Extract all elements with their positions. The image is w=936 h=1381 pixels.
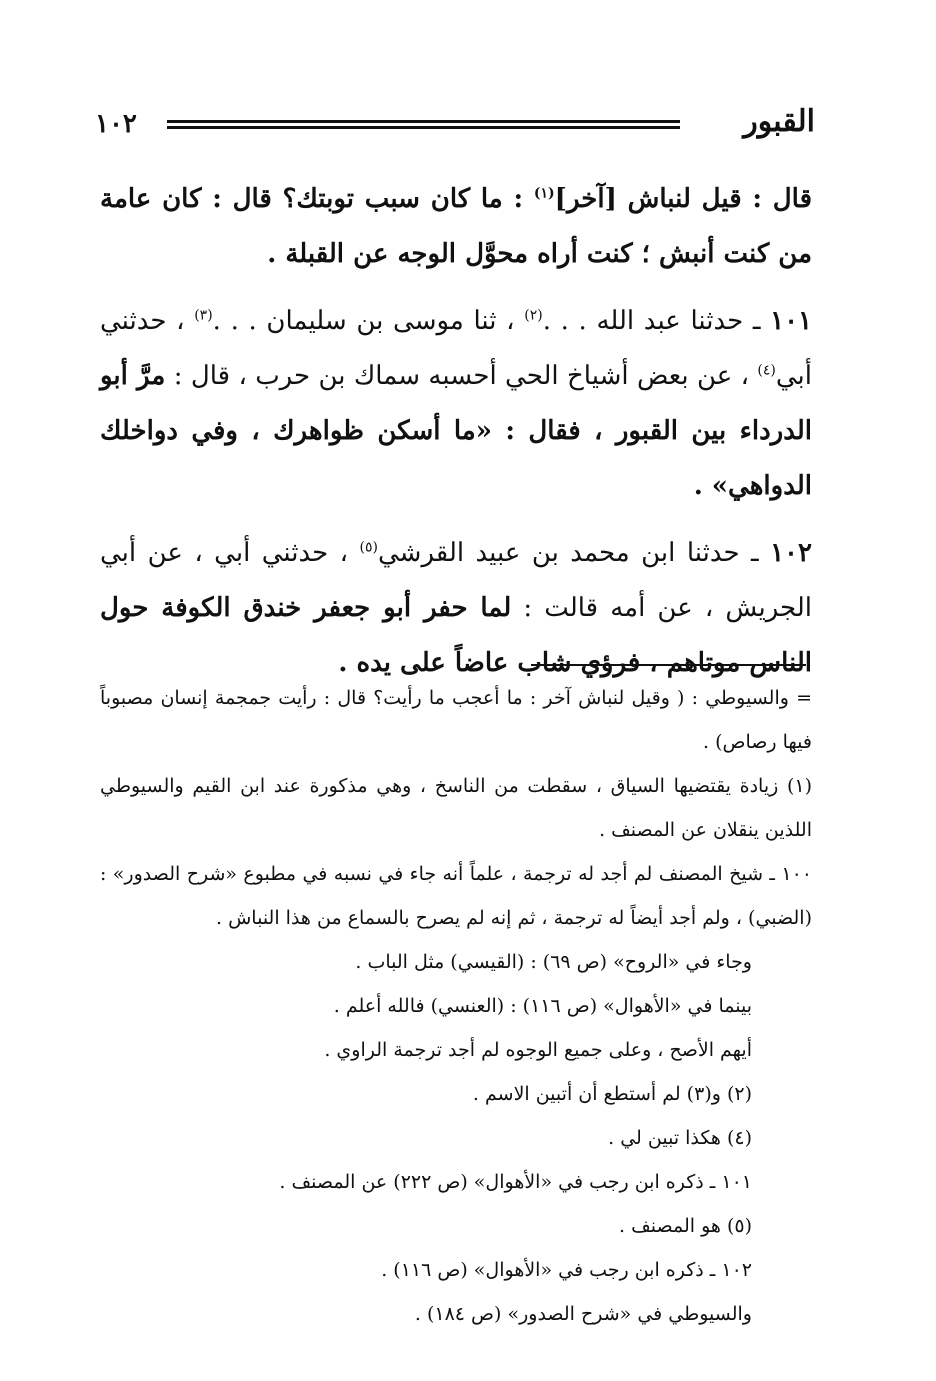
footnote-line: (١) زيادة يقتضيها السياق ، سقطت من الناسخ ، وهي مذكورة عند ابن القيم والسيوطي اللذين ينقلان عن المصنف . xyxy=(100,775,812,841)
footnote-line: ١٠٠ ـ شيخ المصنف لم أجد له ترجمة ، علماً أنه جاء في نسبه في مطبوع «شرح الصدور» : (الضبي) ، ولم أجد أيضاً له ترجمة ، ثم إنه لم يصرح بالسماع من هذا النباش . xyxy=(100,863,812,929)
page-header xyxy=(95,100,815,148)
para2-quote: مرَّ أبو الدرداء بين القبور ، فقال : «ما أسكن ظواهرك ، وفي دواخلك الدواهي» . xyxy=(100,361,812,501)
footnote-line: = والسيوطي : ( وقيل لنباش آخر : ما أعجب ما رأيت؟ قال : رأيت جمجمة إنسان مصبوباً فيها رصاص) . xyxy=(100,687,812,753)
para3-text-a: ـ حدثنا ابن محمد بن عبيد القرشي xyxy=(377,538,771,568)
footnote-line: بينما في «الأهوال» (ص ١١٦) : (العنسي) فالله أعلم . xyxy=(333,995,752,1017)
para2-text-d: ، عن بعض أشياخ الحي أحسبه سماك بن حرب ، قال : xyxy=(165,361,758,391)
running-title: القبور xyxy=(743,104,815,139)
footnote-ref-5: (٥) xyxy=(359,539,378,556)
paragraph-2 xyxy=(100,294,812,514)
footnote-line: (٤) هكذا تبين لي . xyxy=(608,1127,752,1149)
main-text xyxy=(100,172,812,703)
footnote-ref-2: (٢) xyxy=(524,307,543,324)
header-rule xyxy=(167,120,680,129)
footnote-ref-4: (٤) xyxy=(757,362,776,379)
para2-text-a: ـ حدثنا عبد الله . . . xyxy=(542,306,771,336)
footnote-line: أيهم الأصح ، وعلى جميع الوجوه لم أجد ترجمة الراوي . xyxy=(324,1039,752,1061)
footnote-line: (٢) و(٣) لم أستطع أن أتبين الاسم . xyxy=(472,1083,752,1105)
paragraph-3 xyxy=(100,526,812,691)
footnote-line: (٥) هو المصنف . xyxy=(619,1215,752,1237)
hadith-number-101: ١٠١ xyxy=(770,306,813,336)
footnote-line: والسيوطي في «شرح الصدور» (ص ١٨٤) . xyxy=(414,1303,752,1325)
para2-text-b: ، ثنا موسى بن سليمان . . . xyxy=(212,306,525,336)
footnote-line: ١٠١ ـ ذكره ابن رجب في «الأهوال» (ص ٢٢٢) عن المصنف . xyxy=(279,1171,752,1193)
footnote-line: وجاء في «الروح» (ص ٦٩) : (القيسي) مثل الباب . xyxy=(355,951,752,973)
paragraph-1 xyxy=(100,172,812,282)
footnotes xyxy=(100,676,812,1336)
para2-text-c: ، حدثني أبي xyxy=(100,306,813,391)
footnote-ref-1: (١) xyxy=(533,185,555,202)
page-number: ١٠٢ xyxy=(95,109,137,139)
hadith-number-102: ١٠٢ xyxy=(770,538,812,568)
para1-text-b: : ما كان سبب توبتك؟ قال : كان عامة من كنت أنبش ؛ كنت أراه محوَّل الوجه عن القبلة . xyxy=(100,184,812,269)
footnote-line: ١٠٢ ـ ذكره ابن رجب في «الأهوال» (ص ١١٦) . xyxy=(381,1259,752,1281)
para3-text-b: ، حدثني أبي ، عن أبي الجريش ، عن أمه قالت : xyxy=(100,538,812,623)
footnote-separator xyxy=(531,664,806,666)
para1-text-a: قال : قيل لنباش [آخر] xyxy=(554,184,813,214)
footnote-ref-3: (٣) xyxy=(194,307,213,324)
para3-quote: لما حفر أبو جعفر خندق الكوفة حول الناس موتاهم ، فرؤي شاب عاضاً على يده . xyxy=(100,593,812,678)
